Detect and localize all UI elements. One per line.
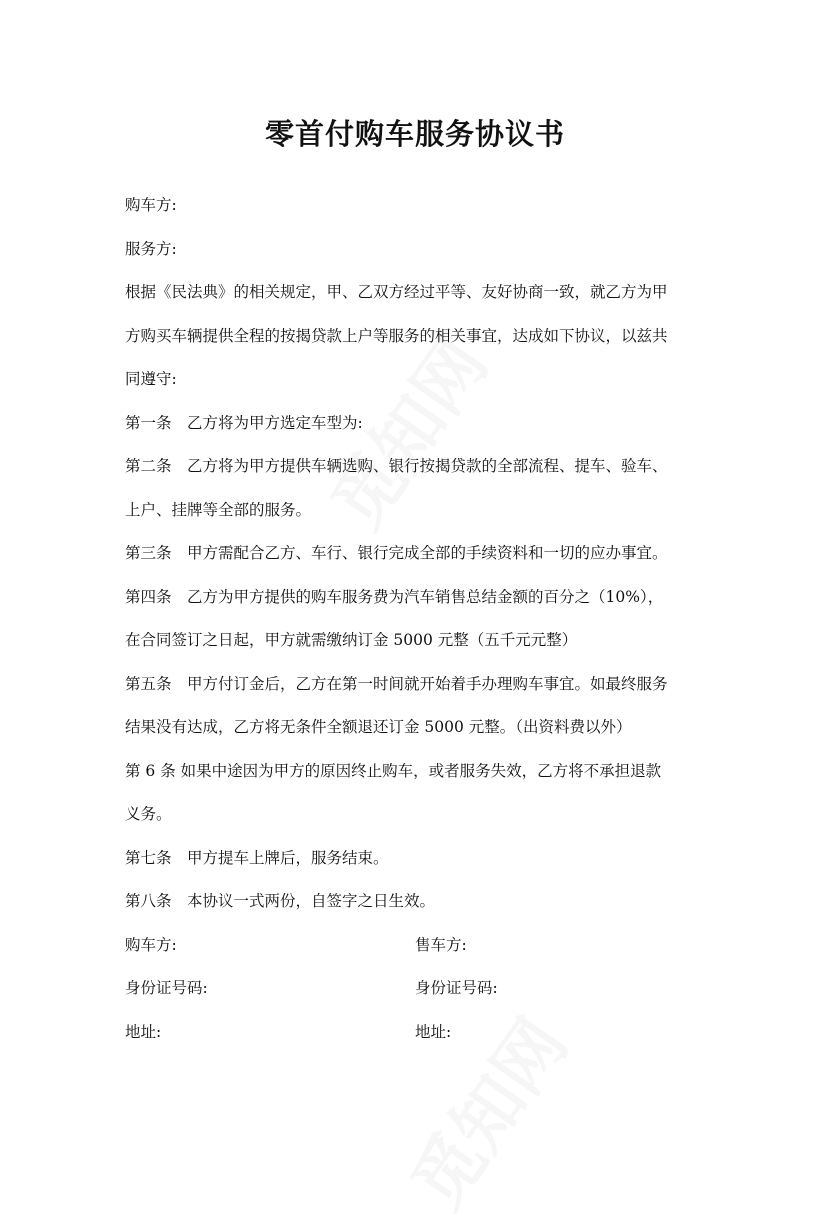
- document-line: 服务方:: [125, 239, 177, 258]
- signature-row: [125, 967, 725, 1011]
- signature-field-right: 售车方:: [415, 935, 467, 954]
- document-line: 第一条 乙方将为甲方选定车型为:: [125, 413, 363, 432]
- document-line: 第 6 条 如果中途因为甲方的原因终止购车，或者服务失效，乙方将不承担退款: [125, 761, 662, 780]
- document-line: 第二条 乙方将为甲方提供车辆选购、银行按揭贷款的全部流程、提车、验车、: [125, 457, 668, 475]
- document-line: 第八条 本协议一式两份，自签字之日生效。: [125, 892, 436, 910]
- signature-field-right: 地址:: [415, 1022, 452, 1041]
- document-line: 第七条 甲方提车上牌后，服务结束。: [125, 848, 389, 867]
- document-line: 第五条 甲方付订金后，乙方在第一时间就开始着手办理购车事宜。如最终服务: [125, 674, 668, 693]
- signature-field-left: 地址:: [125, 1022, 162, 1041]
- document-line: 在合同签订之日起，甲方就需缴纳订金 5000 元整（五千元元整）: [125, 631, 578, 649]
- document-line: 第三条 甲方需配合乙方、车行、银行完成全部的手续资料和一切的应办事宜。: [125, 544, 668, 562]
- document-line: 义务。: [125, 805, 172, 823]
- document-line: 同遵守:: [125, 370, 177, 388]
- signature-field-left: 购车方:: [125, 935, 177, 954]
- document-body: [125, 184, 725, 1054]
- document-line: 结果没有达成，乙方将无条件全额退还订金 5000 元整。（出资料费以外）: [125, 718, 632, 736]
- signature-row: [125, 1011, 725, 1055]
- document-line: 方购买车辆提供全程的按揭贷款上户等服务的相关事宜，达成如下协议，以兹共: [125, 326, 668, 345]
- signature-field-right: 身份证号码:: [415, 979, 498, 997]
- document-line: 第四条 乙方为甲方提供的购车服务费为汽车销售总结金额的百分之（10%），: [125, 587, 664, 606]
- document-line: 上户、挂牌等全部的服务。: [125, 500, 312, 519]
- signature-field-left: 身份证号码:: [125, 979, 208, 997]
- document-line: 根据《民法典》的相关规定，甲、乙双方经过平等、友好协商一致，就乙方为甲: [125, 283, 668, 301]
- signature-row: [125, 924, 725, 968]
- document-line: 购车方:: [125, 196, 177, 214]
- document-title: 零首付购车服务协议书: [264, 117, 565, 151]
